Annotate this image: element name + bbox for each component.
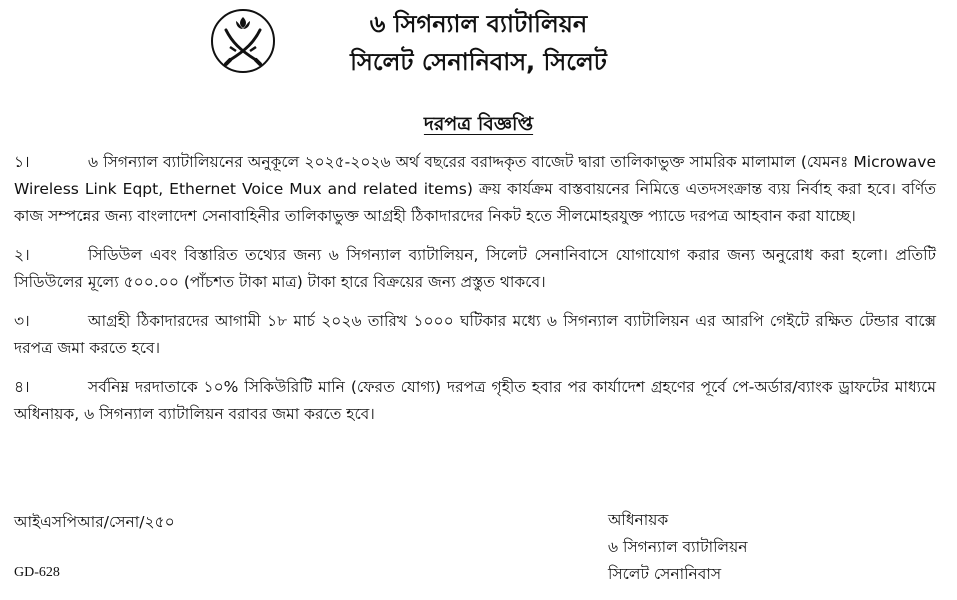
paragraph-3 — [14, 308, 936, 362]
signatory-designation: অধিনায়ক — [608, 511, 669, 529]
paragraph-number: ৩। — [14, 312, 30, 330]
paragraph-text: আগ্রহী ঠিকাদারদের আগামী ১৮ মার্চ ২০২৬ তারিখ ১০০০ ঘটিকার মধ্যে ৬ সিগন্যাল ব্যাটালিয়ন এর আরপি গেইটে রক্ষিত টেন্ডার বাক্সে দরপত্র জমা করতে হবে। — [14, 312, 936, 357]
paragraph-4 — [14, 374, 936, 428]
gd-code: GD-628 — [14, 565, 60, 580]
cantonment-heading: সিলেট সেনানিবাস, সিলেট — [350, 48, 607, 76]
paragraph-text: সিডিউল এবং বিস্তারিত তথ্যের জন্য ৬ সিগন্যাল ব্যাটালিয়ন, সিলেট সেনানিবাসে যোগাযোগ করার জন্য অনুরোধ করা হলো। প্রতিটি সিডিউলের মূল্যে ৫০০.০০ (পাঁচশত টাকা মাত্র) টাকা হারে বিক্রয়ের জন্য প্রস্তুত থাকবে। — [14, 246, 936, 291]
unit-name-heading: ৬ সিগন্যাল ব্যাটালিয়ন — [369, 10, 588, 38]
signatory-location: সিলেট সেনানিবাস — [608, 565, 722, 583]
paragraph-number: ১। — [14, 153, 30, 171]
paragraph-text: ৬ সিগন্যাল ব্যাটালিয়নের অনুকূলে ২০২৫-২০২৬ অর্থ বছরের বরাদ্দকৃত বাজেট দ্বারা তালিকাভুক্ত সামরিক মালামাল (যেমনঃ Microwave Wireless Link Eqpt, Ethernet Voice Mux and related items) ক্রয় কার্যক্রম বাস্তবায়নের নিমিত্তে এতদসংক্রান্ত ব্যয় নির্বাহ করা হবে। বর্ণিত কাজ সম্পন্নের জন্য বাংলাদেশ সেনাবাহিনীর তালিকাভুক্ত আগ্রহী ঠিকাদারদের নিকট হতে সীলমোহরযুক্ত প্যাডে দরপত্র আহবান করা যাচ্ছে। — [14, 153, 936, 225]
paragraph-2 — [14, 242, 936, 296]
paragraph-number: ৪। — [14, 378, 30, 396]
signature-block — [608, 507, 747, 588]
memo-number: আইএসপিআর/সেনা/২৫০ — [14, 513, 175, 531]
paragraph-number: ২। — [14, 246, 30, 264]
paragraph-text: সর্বনিম্ন দরদাতাকে ১০% সিকিউরিটি মানি (ফেরত যোগ্য) দরপত্র গৃহীত হবার পর কার্যাদেশ গ্রহণের পূর্বে পে-অর্ডার/ব্যাংক ড্রাফটের মাধ্যমে অধিনায়ক, ৬ সিগন্যাল ব্যাটালিয়ন বরাবর জমা করতে হবে। — [14, 378, 936, 423]
notice-body — [14, 149, 936, 440]
paragraph-1 — [14, 149, 936, 230]
notice-title: দরপত্র বিজ্ঞপ্তি — [423, 113, 534, 135]
signatory-unit: ৬ সিগন্যাল ব্যাটালিয়ন — [608, 538, 748, 556]
